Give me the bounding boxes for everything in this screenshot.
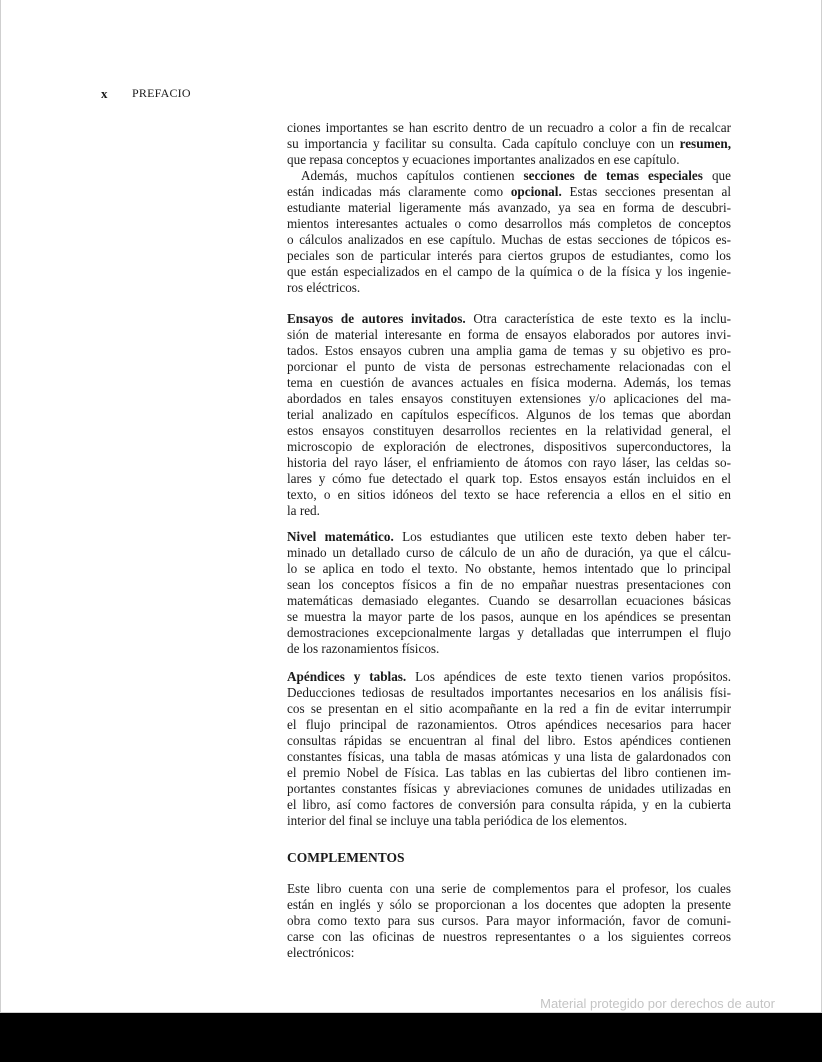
text-line [287,168,731,184]
text-run: cos se presentan en el sitio acompañante en la red a fin de evitar interrumpir [287,701,731,716]
paragraph-guest-essays [287,311,731,519]
copyright-watermark: Material protegido por derechos de autor [540,996,775,1011]
text-run: se muestra la mayor parte de los pasos, aunque en los apéndices se presentan [287,609,731,624]
text-line [287,327,731,343]
text-run: ros eléctricos. [287,280,361,295]
text-run: abordados en tales ensayos constituyen extensiones y/o aplicaciones del ma- [287,391,731,406]
text-run: Además, muchos capítulos contienen [301,168,524,183]
text-line [287,577,731,593]
viewer-bottom-bar [0,1013,822,1062]
text-run: que están especializados en el campo de la química o de la física y los ingenie- [287,264,731,279]
text-run: están en inglés y sólo se proporcionan a los docentes que adopten la presente [287,897,731,912]
text-line [287,216,731,232]
text-run: demostraciones excepcionalmente largas y detalladas que interrumpen el flujo [287,625,731,640]
text-line [287,407,731,423]
text-line [287,733,731,749]
text-line [287,529,731,545]
bold-term: resumen, [679,136,731,151]
text-line [287,929,731,945]
text-line [287,248,731,264]
paragraph-appendices [287,669,731,829]
text-line [287,359,731,375]
text-line [287,455,731,471]
text-run: porcionar el punto de vista de personas estrechamente relacionadas con el [287,359,731,374]
text-line [287,685,731,701]
text-run: están indicadas más claramente como [287,184,511,199]
text-run: el premio Nobel de Física. Las tablas en las cubiertas del libro contienen im- [287,765,731,780]
text-run: terial analizado en capítulos específicos. Algunos de los temas que abordan [287,407,731,422]
text-line [287,945,731,961]
text-run: el libro, así como factores de conversión para consulta rápida, y en la cubierta [287,797,731,812]
text-run: Este libro cuenta con una serie de complementos para el profesor, los cuales [287,881,731,896]
text-line [287,641,731,657]
text-run: sean los conceptos físicos a fin de no empañar nuestras presentaciones con [287,577,731,592]
text-run: ciones importantes se han escrito dentro de un recuadro a color a fin de recalcar [287,120,731,135]
text-line [287,280,731,296]
text-run: tema en cuestión de avances actuales en física moderna. Además, los temas [287,375,731,390]
text-line [287,913,731,929]
text-run: que [702,168,731,183]
bold-term: opcional. [510,184,562,199]
text-line [287,781,731,797]
text-line [287,503,731,519]
text-line [287,897,731,913]
running-title: PREFACIO [132,86,191,100]
text-run: obra como texto para sus cursos. Para mayor información, favor de comuni- [287,913,731,928]
text-line [287,797,731,813]
text-line [287,391,731,407]
text-run: sión de material interesante en forma de ensayos elaborados por autores invi- [287,327,731,342]
text-line [287,625,731,641]
text-line [287,749,731,765]
text-run: electrónicos: [287,945,355,960]
text-run: Otra característica de este texto es la inclu- [465,311,731,326]
text-run: lares y cómo fue detectado el quark top. Estos ensayos están incluidos en el [287,471,731,486]
text-line [287,343,731,359]
text-line [287,765,731,781]
text-run: o cálculos analizados en ese capítulo. Muchas de estas secciones de tópicos es- [287,232,731,247]
text-run: Deducciones tediosas de resultados importantes necesarios en los análisis físi- [287,685,731,700]
text-run: microscopio de exploración de electrones, dispositivos superconductores, la [287,439,731,454]
text-line [287,136,731,152]
text-line [287,487,731,503]
bold-term: Ensayos de autores invitados. [287,311,466,326]
text-run: Los apéndices de este texto tienen varios propósitos. [406,669,731,684]
text-line [287,375,731,391]
text-line [287,264,731,280]
text-line [287,152,731,168]
text-run: matemáticas demasiado elegantes. Cuando se desarrollan ecuaciones básicas [287,593,731,608]
text-run: Estas secciones presentan al [561,184,731,199]
text-line [287,609,731,625]
text-line [287,881,731,897]
text-run: estudiante material ligeramente más avanzado, ya sea en forma de descubri- [287,200,731,215]
page-number: x [101,86,108,101]
text-line [287,561,731,577]
text-run: tados. Estos ensayos cubren una amplia gama de temas y su objetivo es pro- [287,343,731,358]
text-run: historia del rayo láser, el enfriamiento de átomos con rayo láser, las celdas so- [287,455,731,470]
text-line [287,545,731,561]
text-run: interior del final se incluye una tabla periódica de los elementos. [287,813,628,828]
text-run: la red. [287,503,320,518]
text-run: que repasa conceptos y ecuaciones importantes analizados en ese capítulo. [287,152,680,167]
text-line [287,311,731,327]
text-run: estos ensayos constituyen desarrollos recientes en la relatividad general, el [287,423,731,438]
bold-term: Apéndices y tablas. [287,669,407,684]
text-run: peciales son de particular interés para ciertos grupos de estudiantes, como los [287,248,731,263]
text-line [287,593,731,609]
text-run: mientos interesantes actuales o como desarrollos más completos de conceptos [287,216,731,231]
text-run: minado un detallado curso de cálculo de un año de duración, ya que el cálcu- [287,545,731,560]
text-line [287,423,731,439]
text-run: Los estudiantes que utilicen este texto deben haber ter- [393,529,731,544]
paragraph-summary [287,120,731,168]
text-line [287,813,731,829]
text-run: texto, o en sitios idóneos del texto se hace referencia a ellos en el sitio en [287,487,731,502]
bold-term: Nivel matemático. [287,529,394,544]
bold-term: secciones de temas especiales [523,168,703,183]
section-heading: COMPLEMENTOS [287,850,405,865]
text-run: portantes constantes físicas y abreviaciones comunes de unidades utilizadas en [287,781,731,796]
text-line [287,717,731,733]
text-line [287,439,731,455]
text-run: constantes físicas, una tabla de masas atómicas y una lista de galardonados con [287,749,731,764]
paragraph-complements [287,881,731,961]
text-line [287,184,731,200]
text-line [287,701,731,717]
text-run: lo se aplica en todo el texto. No obstante, hemos intentado que lo principal [287,561,731,576]
text-line [287,232,731,248]
paragraph-math-level [287,529,731,657]
text-run: el flujo principal de razonamientos. Otros apéndices necesarios para hacer [287,717,731,732]
text-line [287,120,731,136]
text-run: carse con las oficinas de nuestros representantes o a los siguientes correos [287,929,731,944]
text-run: su importancia y facilitar su consulta. Cada capítulo concluye con un [287,136,680,151]
text-line [287,471,731,487]
text-run: de los razonamientos físicos. [287,641,440,656]
text-line [287,669,731,685]
text-line [287,200,731,216]
text-run: consultas rápidas se encuentran al final del libro. Estos apéndices contienen [287,733,731,748]
paragraph-special-topics [287,168,731,296]
